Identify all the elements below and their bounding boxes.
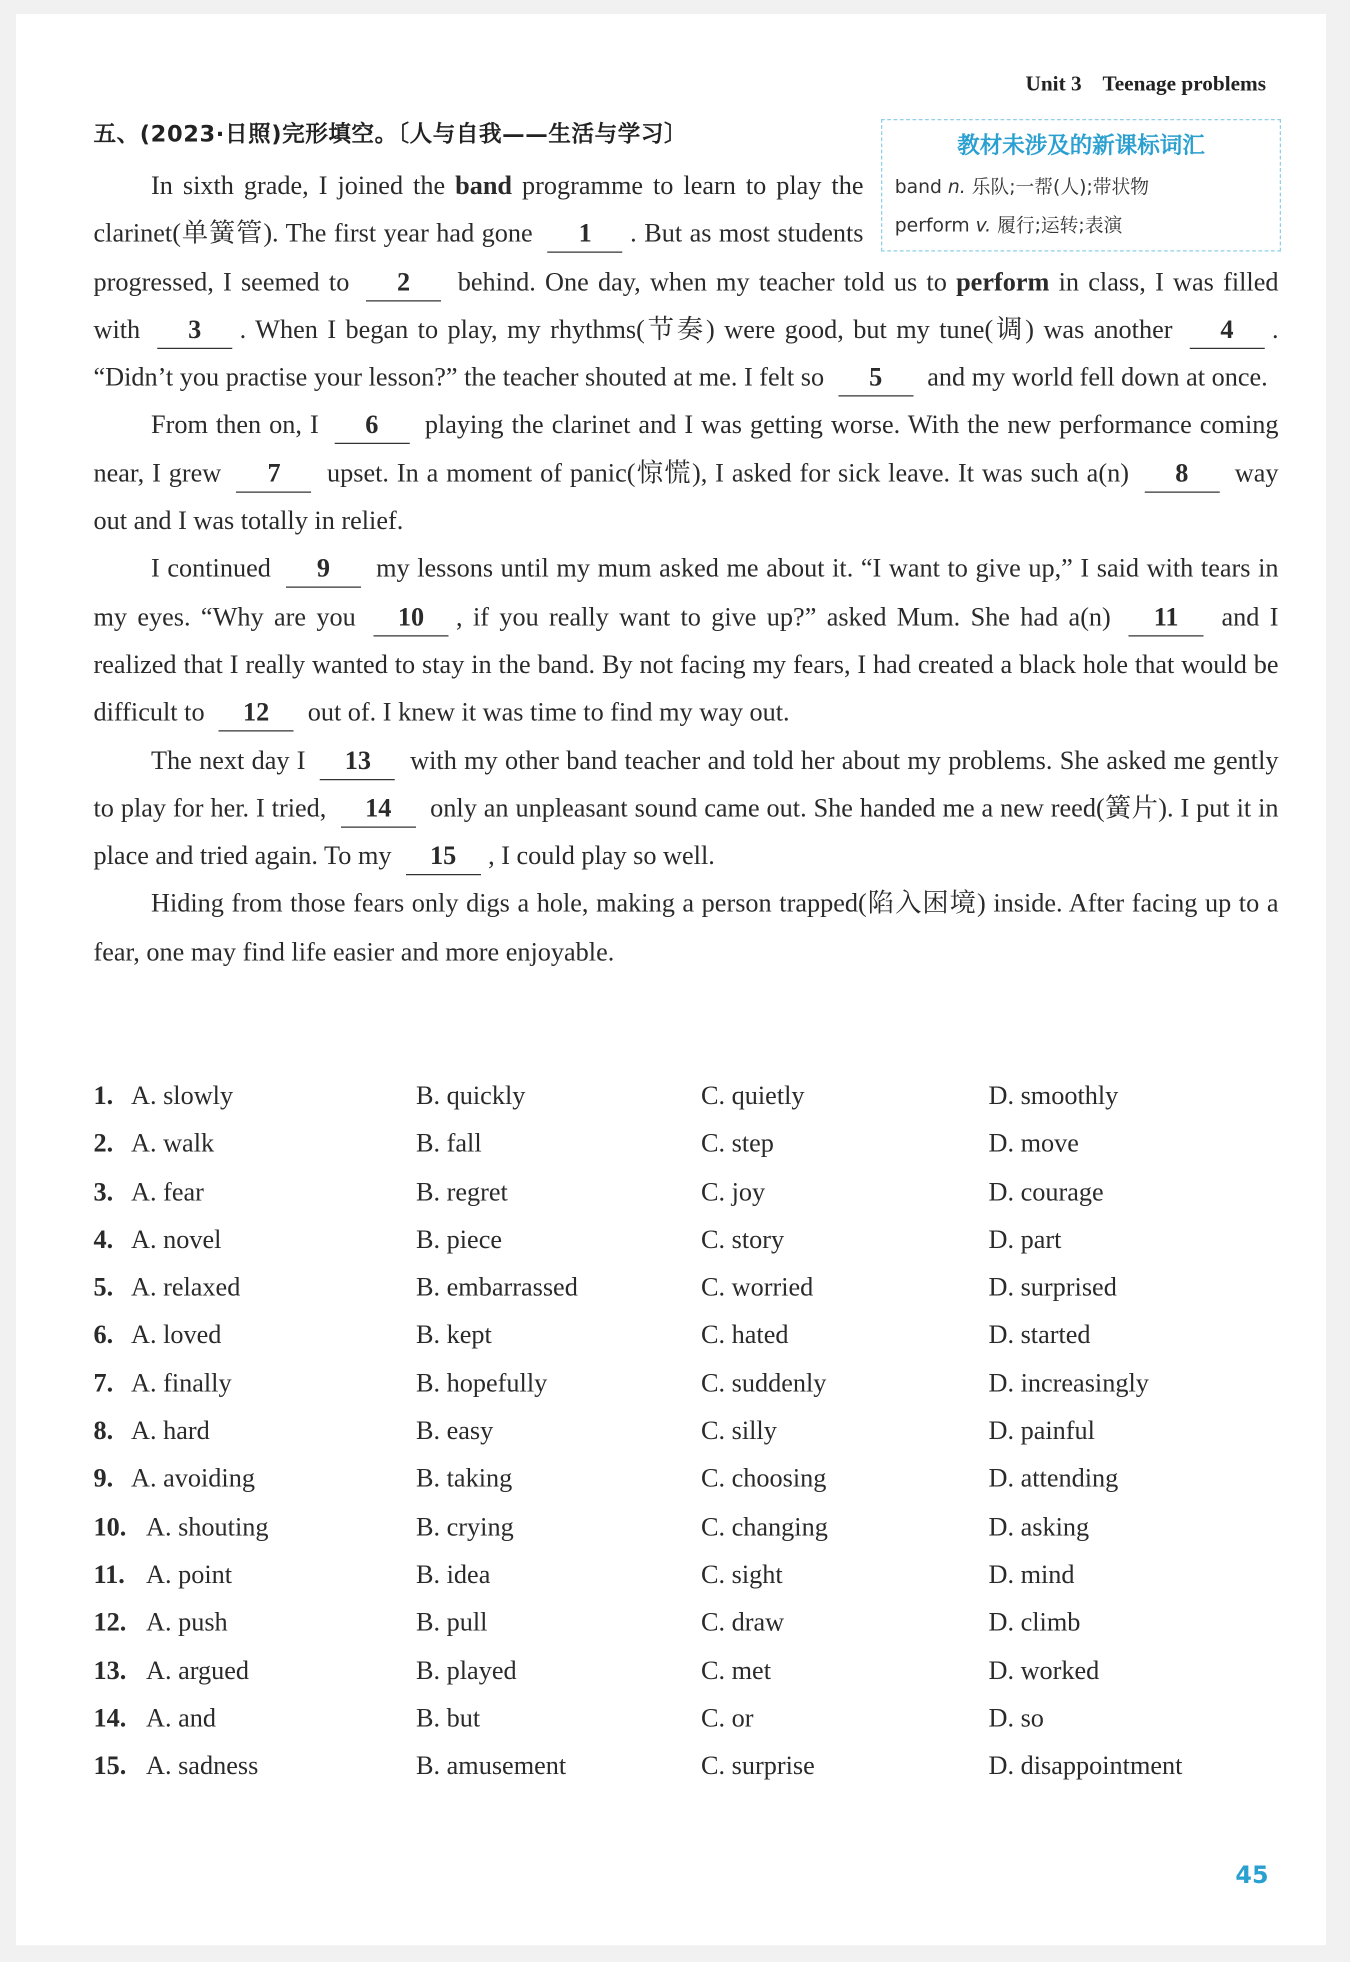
question-number: 14. [93, 1702, 127, 1733]
blank-7[interactable]: 7 [237, 454, 312, 493]
question-number: 3. [93, 1175, 114, 1206]
vocab-def: 乐队;一帮(人);带状物 [971, 175, 1150, 198]
question-row [94, 1502, 1350, 1550]
option-d[interactable]: D. mind [988, 1558, 1075, 1589]
vocab-pos: v. [975, 214, 992, 237]
question-number: 15. [93, 1750, 127, 1781]
vocab-word: perform [894, 214, 970, 237]
option-c[interactable]: C. suddenly [701, 1367, 827, 1398]
option-b[interactable]: B. piece [416, 1223, 503, 1254]
option-c[interactable]: C. choosing [701, 1463, 827, 1494]
passage-text: . “Didn’t you practise your lesson?” the teacher shouted at me. I felt so [93, 313, 1279, 392]
question-number: 7. [93, 1367, 114, 1398]
option-a[interactable]: A. relaxed [131, 1271, 241, 1302]
question-row [94, 1694, 1350, 1742]
blank-3[interactable]: 3 [157, 310, 232, 349]
blank-8[interactable]: 8 [1144, 454, 1219, 493]
option-a[interactable]: A. and [146, 1702, 216, 1733]
question-row [94, 1119, 1350, 1167]
option-d[interactable]: D. started [988, 1319, 1091, 1350]
page [16, 14, 1326, 1945]
option-a[interactable]: A. sadness [146, 1750, 259, 1781]
paragraph-3 [94, 544, 1279, 735]
blank-5[interactable]: 5 [838, 358, 913, 397]
passage-text: The next day I [151, 744, 313, 775]
option-d[interactable]: D. increasingly [988, 1367, 1149, 1398]
passage-text: , if you really want to give up?” asked Mum. She had a(n) [456, 601, 1122, 632]
option-b[interactable]: B. easy [416, 1415, 494, 1446]
question-row [94, 1598, 1350, 1646]
option-b[interactable]: B. fall [416, 1128, 482, 1159]
blank-4[interactable]: 4 [1189, 310, 1264, 349]
question-row [94, 1263, 1350, 1311]
option-b[interactable]: B. regret [416, 1175, 508, 1206]
question-row [94, 1311, 1350, 1359]
option-b[interactable]: B. amusement [416, 1750, 567, 1781]
option-b[interactable]: B. kept [416, 1319, 492, 1350]
passage-text: out of. I knew it was time to find my way out. [301, 696, 790, 727]
unit-label: Unit 3 [1025, 71, 1082, 96]
option-d[interactable]: D. climb [988, 1606, 1081, 1637]
blank-9[interactable]: 9 [286, 549, 361, 588]
option-d[interactable]: D. smoothly [988, 1080, 1119, 1111]
option-d[interactable]: D. part [988, 1223, 1062, 1254]
section-title: 五、(2023·日照)完形填空。〔人与自我——生活与学习〕 [93, 121, 688, 148]
blank-10[interactable]: 10 [374, 597, 449, 636]
option-b[interactable]: B. embarrassed [416, 1271, 578, 1302]
option-a[interactable]: A. walk [131, 1128, 215, 1159]
blank-1[interactable]: 1 [548, 214, 623, 253]
passage-text: I continued [151, 553, 279, 584]
option-d[interactable]: D. disappointment [988, 1750, 1183, 1781]
option-d[interactable]: D. courage [988, 1175, 1104, 1206]
option-c[interactable]: C. step [701, 1128, 774, 1159]
option-c[interactable]: C. worried [701, 1271, 814, 1302]
question-number: 8. [93, 1415, 114, 1446]
blank-11[interactable]: 11 [1129, 597, 1204, 636]
question-row [94, 1550, 1350, 1598]
passage-text: upset. In a moment of panic(惊慌), I asked for sick leave. It was such a(n) [319, 457, 1137, 488]
option-b[interactable]: B. but [416, 1702, 481, 1733]
options-list [94, 1072, 1350, 1790]
option-d[interactable]: D. painful [988, 1415, 1095, 1446]
option-c[interactable]: C. silly [701, 1415, 777, 1446]
option-a[interactable]: A. slowly [131, 1080, 234, 1111]
option-b[interactable]: B. quickly [416, 1080, 526, 1111]
passage-text: and my world fell down at once. [920, 361, 1268, 392]
option-c[interactable]: C. surprise [701, 1750, 815, 1781]
passage-text: and I realized that I really wanted to stay in the band. By not facing my fears, I had created a black hole that would be difficult to [93, 601, 1279, 727]
cloze-passage [94, 162, 1279, 976]
vocab-def: 履行;运转;表演 [997, 214, 1123, 237]
question-row [94, 1742, 1350, 1790]
option-d[interactable]: D. worked [988, 1654, 1100, 1685]
passage-text: way out and I was totally in relief. [93, 457, 1279, 536]
option-c[interactable]: C. story [701, 1223, 785, 1254]
option-a[interactable]: A. shouting [146, 1511, 269, 1542]
question-number: 10. [93, 1511, 127, 1542]
blank-2[interactable]: 2 [366, 262, 441, 301]
question-number: 13. [93, 1654, 127, 1685]
option-a[interactable]: A. argued [146, 1654, 250, 1685]
option-c[interactable]: C. or [701, 1702, 754, 1733]
question-number: 5. [93, 1271, 114, 1302]
passage-text: In sixth grade, I joined the [151, 170, 456, 201]
option-b[interactable]: B. hopefully [416, 1367, 548, 1398]
question-row [94, 1454, 1350, 1502]
passage-text: with my other band teacher and told her about my problems. She asked me gently to play for her. I tried, [93, 744, 1279, 823]
paragraph-4 [94, 736, 1279, 880]
option-c[interactable]: C. draw [701, 1606, 785, 1637]
passage-text: playing the clarinet and I was getting worse. With the new performance coming near, I grew [93, 409, 1279, 488]
option-b[interactable]: B. played [416, 1654, 517, 1685]
question-number: 1. [93, 1080, 114, 1111]
passage-text: . When I began to play, my rhythms(节奏) were good, but my tune(调) was another [239, 313, 1182, 344]
option-a[interactable]: A. loved [131, 1319, 222, 1350]
question-row [94, 1215, 1350, 1263]
blank-14[interactable]: 14 [341, 789, 416, 828]
vocab-spacer [864, 162, 1279, 257]
question-row [94, 1646, 1350, 1694]
option-c[interactable]: C. hated [701, 1319, 789, 1350]
option-a[interactable]: A. novel [131, 1223, 222, 1254]
question-number: 4. [93, 1223, 114, 1254]
option-a[interactable]: A. push [146, 1606, 228, 1637]
option-b[interactable]: B. pull [416, 1606, 488, 1637]
passage-text: , I could play so well. [488, 840, 715, 871]
option-d[interactable]: D. so [988, 1702, 1044, 1733]
question-row [94, 1359, 1350, 1407]
option-c[interactable]: C. joy [701, 1175, 766, 1206]
option-b[interactable]: B. crying [416, 1511, 514, 1542]
question-number: 2. [93, 1128, 114, 1159]
blank-6[interactable]: 6 [334, 406, 409, 445]
option-b[interactable]: B. idea [416, 1558, 491, 1589]
question-number: 9. [93, 1463, 114, 1494]
paragraph-5 [94, 880, 1279, 976]
option-a[interactable]: A. finally [131, 1367, 232, 1398]
option-c[interactable]: C. sight [701, 1558, 783, 1589]
blank-12[interactable]: 12 [219, 693, 294, 732]
option-c[interactable]: C. quietly [701, 1080, 805, 1111]
option-d[interactable]: D. asking [988, 1511, 1090, 1542]
option-a[interactable]: A. point [146, 1558, 233, 1589]
passage-text: my lessons until my mum asked me about it. “I want to give up,” I said with tears in my eyes. “Why are you [93, 553, 1279, 632]
passage-text: behind. One day, when my teacher told us to [448, 265, 957, 296]
keyword-perform: perform [956, 265, 1050, 296]
passage-text: From then on, I [151, 409, 327, 440]
option-a[interactable]: A. hard [131, 1415, 210, 1446]
option-d[interactable]: D. attending [988, 1463, 1119, 1494]
question-row [94, 1407, 1350, 1455]
passage-text: . But as most students progressed, I seemed to [93, 218, 864, 296]
blank-13[interactable]: 13 [320, 741, 395, 780]
option-d[interactable]: D. move [988, 1128, 1079, 1159]
question-number: 6. [93, 1319, 114, 1350]
option-a[interactable]: A. fear [131, 1175, 204, 1206]
option-c[interactable]: C. changing [701, 1511, 828, 1542]
page-number: 45 [1235, 1861, 1269, 1889]
vocab-pos: n. [947, 175, 966, 198]
passage-text: only an unpleasant sound came out. She handed me a new reed(簧片). I put it in place and tried again. To my [93, 792, 1279, 871]
passage-text: Hiding from those fears only digs a hole, making a person trapped(陷入困境) inside. After facing up to a fear, one may find life easier and more enjoyable. [93, 888, 1279, 967]
vocab-title: 教材未涉及的新课标词汇 [957, 132, 1205, 159]
vocab-word: band [894, 175, 942, 198]
running-head [1026, 72, 1266, 97]
question-number: 11. [93, 1558, 125, 1589]
passage-text: programme to learn to play the clarinet(单簧管). The first year had gone [93, 170, 864, 249]
keyword-band: band [455, 170, 513, 201]
blank-15[interactable]: 15 [406, 837, 481, 876]
question-row [94, 1167, 1350, 1215]
option-d[interactable]: D. surprised [988, 1271, 1117, 1302]
option-c[interactable]: C. met [701, 1654, 771, 1685]
passage-text: in class, I was filled with [93, 265, 1279, 344]
paragraph-2 [94, 401, 1279, 545]
question-number: 12. [93, 1606, 127, 1637]
option-b[interactable]: B. taking [416, 1463, 513, 1494]
option-a[interactable]: A. avoiding [131, 1463, 255, 1494]
unit-topic: Teenage problems [1102, 71, 1266, 96]
question-row [94, 1072, 1350, 1120]
